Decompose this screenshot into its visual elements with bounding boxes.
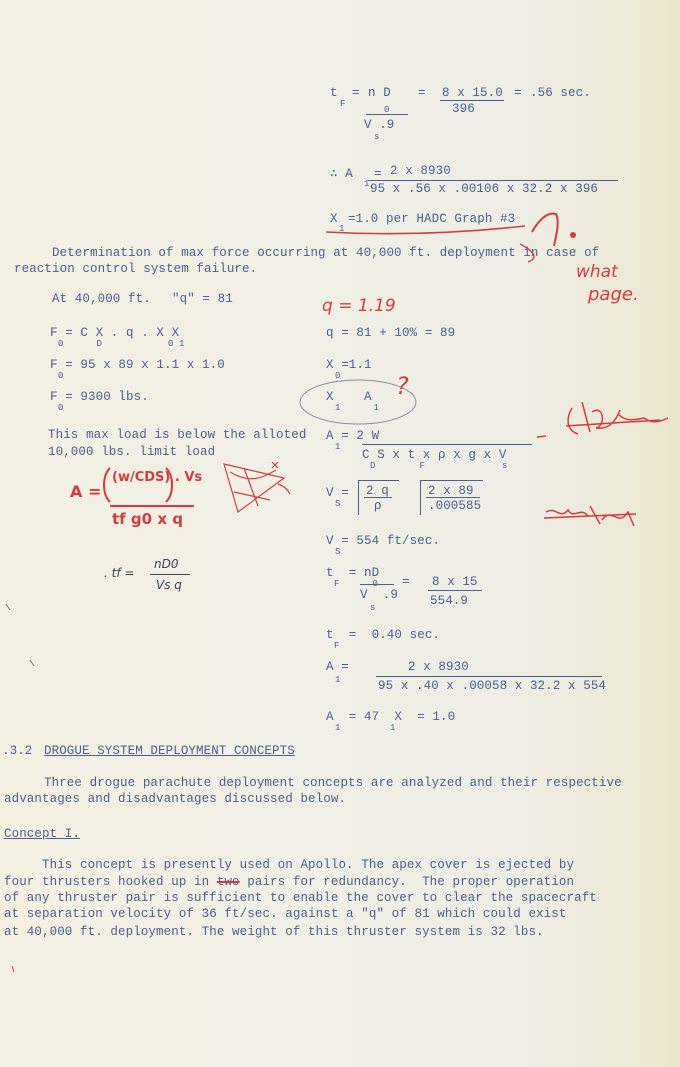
limit-note-line2: 10,000 lbs. limit load — [48, 445, 216, 459]
tf2-eq: = — [402, 575, 410, 589]
a1-result: A = 47 X = 1.0 — [326, 710, 456, 724]
a1-final-den: 95 x .40 x .00058 x 32.2 x 554 — [378, 679, 607, 693]
a1-general-lhs: A = 2 W — [326, 429, 380, 443]
struck-word: two — [216, 875, 240, 889]
concept-line2-a: four thrusters hooked up in — [4, 875, 217, 889]
f0-line1-subs: 0 D 0 1 — [58, 339, 185, 349]
vs-value-sub: S — [335, 547, 341, 557]
x1-lhs: X — [330, 212, 338, 226]
vs-rad1-num: 2 q — [366, 484, 389, 498]
q-label: "q" = 81 — [172, 292, 233, 306]
a1-denominator: 95 x .56 x .00106 x 32.2 x 396 — [370, 182, 599, 196]
a1-prefix-sub: 1 — [364, 179, 370, 189]
tf2-rhs-den: 554.9 — [430, 594, 469, 608]
tf-denominator-sub: s — [374, 132, 380, 142]
f0-line2: F = 95 x 89 x 1.1 x 1.0 — [50, 358, 225, 372]
concept-line5: at 40,000 ft. deployment. The weight of this thruster system is 32 lbs. — [4, 925, 544, 939]
hand-paren-right — [166, 468, 172, 502]
f0-line1: F = C X . q . X X — [50, 326, 180, 340]
tf-eq2: = — [514, 86, 522, 100]
hand-a1-num: (w/CDS) . Vs — [112, 470, 203, 485]
x1-a1-line: X A — [326, 390, 372, 404]
page-annotation: page. — [588, 284, 639, 305]
intro-line1: Three drogue parachute deployment concepts are analyzed and their respective — [44, 776, 622, 790]
hand-a1-den: tf g0 x q — [112, 510, 183, 528]
a1-numerator: 2 x 8930 — [390, 164, 451, 178]
a1-general-den: C S x t x ρ x g x V — [362, 448, 507, 462]
a1-general-lhs-sub: 1 — [335, 442, 341, 452]
scribble-right — [566, 402, 668, 434]
section-number: .3.2 — [2, 744, 33, 758]
a1-prefix: ∴ A — [330, 167, 353, 181]
x0-sub: 0 — [335, 371, 341, 381]
intro-line2: advantages and disadvantages discussed below. — [4, 792, 347, 806]
section-heading: DROGUE SYSTEM DEPLOYMENT CONCEPTS — [44, 744, 295, 758]
case-circle-mark — [520, 244, 534, 262]
tf-mid-denominator: 396 — [452, 102, 475, 116]
concept-line3: of any thruster pair is sufficient to enable the cover to clear the spacecraft — [4, 891, 597, 905]
doodle-sketch — [224, 462, 290, 512]
determination-line1: Determination of max force occurring at 40,000 ft. deployment in case of — [52, 246, 600, 260]
question-mark: ? — [396, 372, 409, 400]
determination-line2: reaction control system failure. — [14, 262, 258, 276]
scribble-lower — [544, 506, 636, 526]
vs-rad1-den: ρ — [374, 499, 382, 513]
tf-eq1: = — [418, 86, 426, 100]
altitude-label: At 40,000 ft. — [52, 292, 151, 306]
concept-heading: Concept I. — [4, 827, 81, 841]
what-annotation: what — [576, 262, 618, 282]
f0-line2-sub: 0 — [58, 371, 64, 381]
hand-tf-num: nD0 — [154, 557, 179, 571]
bracket-dot — [570, 232, 576, 238]
x0-line: X =1.1 — [326, 358, 372, 372]
f0-line3-sub: 0 — [58, 403, 64, 413]
vs-rad2-num: 2 x 89 — [428, 484, 474, 498]
q-red-annotation: q = 1.19 — [322, 296, 396, 316]
a1-final-num: 2 x 8930 — [408, 660, 469, 674]
hand-tf-lhs: . tf = — [104, 566, 135, 580]
q-plus-ten-percent: q = 81 + 10% = 89 — [326, 326, 456, 340]
vs-value: V = 554 ft/sec. — [326, 534, 441, 548]
margin-tick-3 — [12, 966, 14, 972]
concept-line1: This concept is presently used on Apollo. The apex cover is ejected by — [42, 858, 575, 872]
tf2-result-sub: F — [334, 641, 340, 651]
tf-numerator-sub: 0 — [384, 105, 390, 115]
vs-lhs-sub: S — [335, 499, 341, 509]
a1-result-subs: 1 1 — [335, 723, 396, 733]
hand-tf-den: Vs q — [156, 578, 182, 592]
x1-lhs-sub: 1 — [339, 224, 345, 234]
tf-lhs-sub: F — [340, 99, 346, 109]
tf-numerator: n D — [368, 86, 391, 100]
dash-mark — [537, 436, 546, 437]
a1-final-lhs: A = — [326, 660, 349, 674]
f0-line3: F = 9300 lbs. — [50, 390, 149, 404]
tf-denominator: V .9 — [364, 118, 395, 132]
x1-a1-oval — [300, 380, 416, 424]
limit-note-line1: This max load is below the alloted — [48, 428, 307, 442]
tf2-result: t = 0.40 sec. — [326, 628, 441, 642]
a1-eq: = — [374, 167, 382, 181]
tf-result: .56 sec. — [530, 86, 591, 100]
hand-paren-left — [104, 468, 110, 502]
tf2-den-sub: s — [370, 603, 376, 613]
x1-text: =1.0 per HADC Graph #3 — [348, 212, 516, 226]
margin-tick-2 — [30, 660, 34, 666]
tf2-lhs: t = nD — [326, 566, 380, 580]
vs-rad2-den: .000585 — [428, 499, 482, 513]
tf-mid-numerator: 8 x 15.0 — [442, 86, 503, 100]
a1-final-lhs-sub: 1 — [335, 675, 341, 685]
concept-line4: at separation velocity of 36 ft/sec. against a "q" of 81 which could exist — [4, 907, 567, 921]
concept-line2-b: pairs for redundancy. The proper operation — [239, 875, 575, 889]
bracket-mark — [532, 214, 558, 246]
margin-tick-1 — [6, 604, 10, 610]
hand-a1-lhs: A = — [70, 482, 102, 501]
a1-general-den-subs: D F s — [370, 461, 508, 471]
tf2-lhs-subs: F 0 — [334, 579, 379, 589]
tf2-den: V .9 — [360, 588, 399, 602]
vs-lhs: V = — [326, 486, 349, 500]
x1-a1-subs: 1 1 — [335, 403, 380, 413]
tf2-rhs-num: 8 x 15 — [432, 575, 478, 589]
hadc-underline — [326, 226, 525, 234]
tf-lhs: t — [330, 86, 338, 100]
tf-eq: = — [352, 86, 360, 100]
